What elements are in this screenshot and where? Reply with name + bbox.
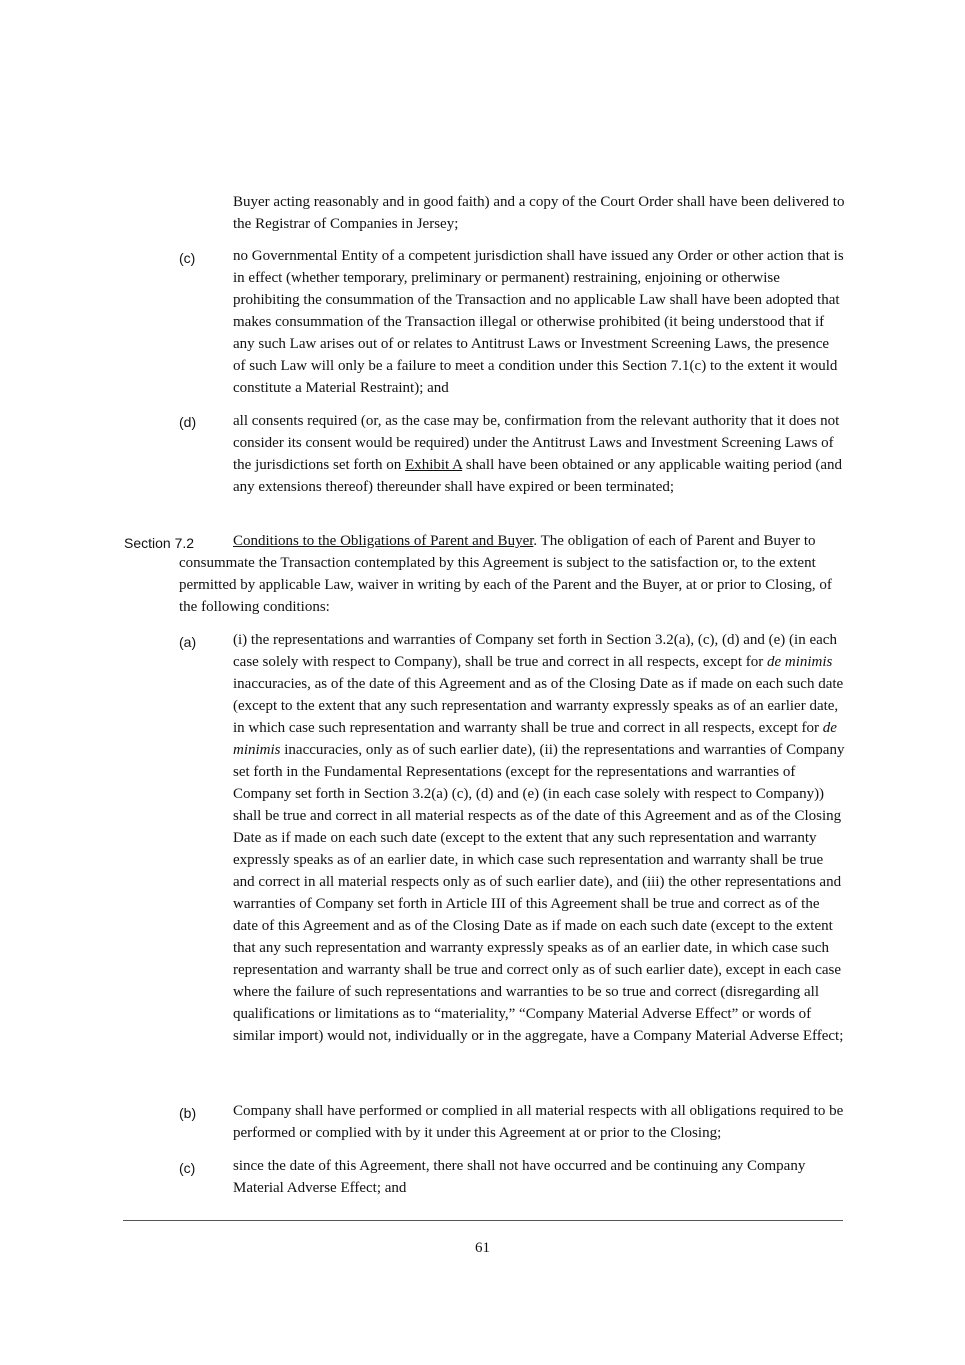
item-label-c2: (c) xyxy=(179,1160,196,1176)
item-label-a: (a) xyxy=(179,634,197,650)
item-text-c2: since the date of this Agreement, there shall not have occurred and be continuing any Company Material Adverse Effect; and xyxy=(233,1158,806,1196)
footer-rule xyxy=(123,1220,843,1221)
item-label-d: (d) xyxy=(179,414,197,430)
item-text-c: no Governmental Entity of a competent jurisdiction shall have issued any Order or other action that is in effect (whether temporary, preliminary or permanent) restraining, enjoining or otherwise prohibiting the consummation of the Transaction and no applicable Law shall have been adopted that makes consummation of the Transaction illegal or otherwise prohibited (it being understood that if any such Law arises out of or relates to Antitrust Laws or Investment Screening Laws, the presence of such Law will only be a failure to meet a condition under this Section 7.1(c) to the extent it would constitute a Material Restraint); and xyxy=(233,248,844,396)
item-text-b: Company shall have performed or complied in all material respects with all obligations required to be performed or complied with by it under this Agreement at or prior to the Closing; xyxy=(233,1103,844,1141)
exhibit-a-link[interactable]: Exhibit A xyxy=(405,457,463,473)
item-text-d: all consents required (or, as the case may be, confirmation from the relevant authority that it does not consider its consent would be required) under the Antitrust Laws and Investment Screening Laws of the jurisdictions set forth on Exhibit A shall have been obtained or any applicable waiting period (and any extensions thereof) thereunder shall have expired or been terminated; xyxy=(233,413,843,495)
section-label: Section 7.2 xyxy=(124,535,195,551)
section-paragraph: Conditions to the Obligations of Parent and Buyer. The obligation of each of Parent and Buyer to consummate the Transaction contemplated by this Agreement is subject to the satisfaction or, to the extent permitted by applicable Law, waiver in writing by each of the Parent and the Buyer, at or prior to Closing, of the following conditions: xyxy=(179,533,832,615)
continued-paragraph: Buyer acting reasonably and in good faith) and a copy of the Court Order shall have been delivered to the Registrar of Companies in Jersey; xyxy=(233,194,845,232)
item-label-b: (b) xyxy=(179,1105,197,1121)
item-label-c: (c) xyxy=(179,250,196,266)
page-number: 61 xyxy=(475,1240,490,1256)
section-title: Conditions to the Obligations of Parent and Buyer xyxy=(233,533,534,549)
item-text-a: (i) the representations and warranties of Company set forth in Section 3.2(a), (c), (d) and (e) (in each case solely with respect to Company), shall be true and correct in all respects, except for de minimis inaccuracies, as of the date of this Agreement and as of the Closing Date as if made on each such date (except to the extent that any such representation and warranty expressly speaks as of an earlier date, in which case such representation and warranty shall be true and correct in all respects, except for de minimis inaccuracies, only as of such earlier date), (ii) the representations and warranties of Company set forth in the Fundamental Representations (except for the representations and warranties of Company set forth in Section 3.2(a) (c), (d) and (e) (in each case solely with respect to Company)) shall be true and correct in all material respects as of the date of this Agreement and as of the Closing Date as if made on each such date (except to the extent that any such representation and warranty expressly speaks as of an earlier date, in which case such representation and warranty shall be true and correct in all material respects only as of such earlier date), and (iii) the other representations and warranties of Company set forth in Article III of this Agreement shall be true and correct as of the date of this Agreement and as of the Closing Date as if made on each such date (except to the extent that any such representation and warranty expressly speaks as of an earlier date, in which case such representation and warranty shall be true and correct only as of such earlier date), except in each case where the failure of such representations and warranties to be so true and correct (disregarding all qualifications or limitations as to “materiality,” “Company Material Adverse Effect” or words of similar import) would not, individually or in the aggregate, have a Company Material Adverse Effect; xyxy=(233,632,845,1044)
